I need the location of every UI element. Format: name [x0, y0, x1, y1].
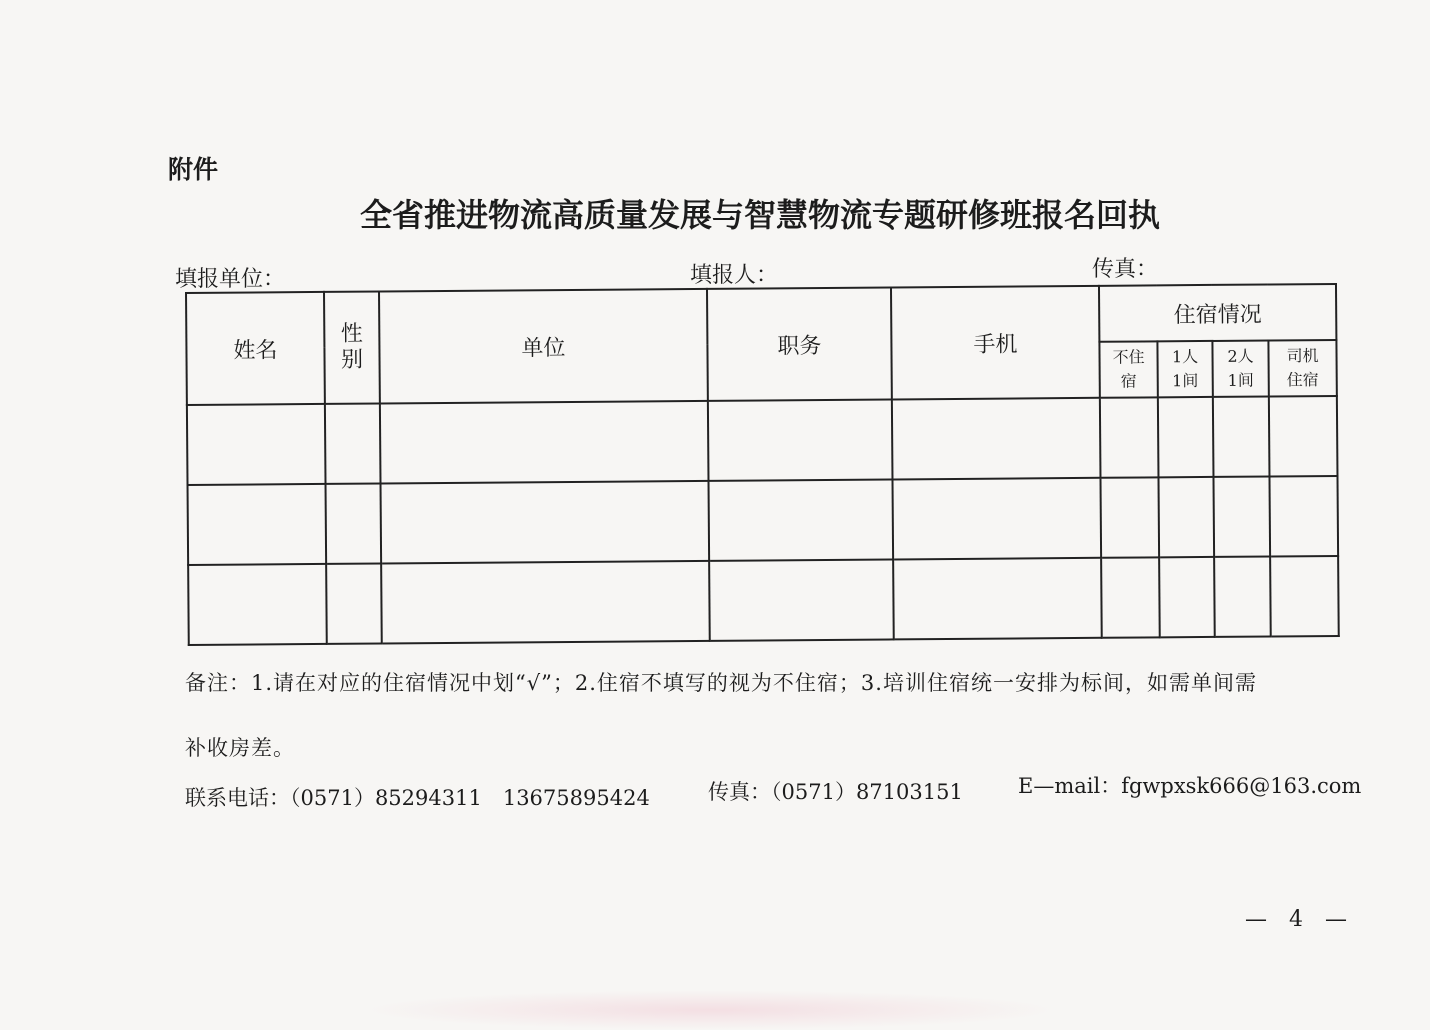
cell-gender[interactable]	[325, 403, 381, 483]
scan-stain	[360, 990, 1060, 1030]
header-mobile: 手机	[891, 286, 1100, 400]
option-driver-room-line2: 住宿	[1286, 370, 1319, 390]
cell-mobile[interactable]	[892, 478, 1101, 560]
cell-no-stay[interactable]	[1100, 477, 1159, 557]
cell-no-stay[interactable]	[1100, 397, 1159, 477]
option-no-stay	[1099, 341, 1157, 397]
cell-name[interactable]	[188, 484, 327, 565]
cell-name[interactable]	[187, 404, 326, 485]
note-line2: 补收房差。	[185, 736, 295, 760]
cell-position[interactable]	[709, 559, 894, 640]
header-gender-line2: 别	[340, 347, 364, 373]
option-single-room	[1157, 341, 1212, 397]
table-row	[187, 396, 1338, 485]
cell-unit[interactable]	[381, 481, 710, 564]
header-position: 职务	[707, 287, 892, 400]
cell-unit[interactable]	[381, 561, 710, 644]
fill-unit-label: 填报单位：	[175, 267, 286, 292]
header-gender	[324, 291, 380, 403]
table-row	[188, 476, 1339, 565]
note-line1: 备注：1.请在对应的住宿情况中划“√”；2.住宿不填写的视为不住宿；3.培训住宿统一安排为标间，如需单间需	[185, 671, 1257, 695]
cell-gender[interactable]	[326, 563, 382, 643]
fill-fax-label: 传真：	[1092, 257, 1159, 282]
cell-driver-room[interactable]	[1269, 396, 1338, 477]
cell-double-room[interactable]	[1213, 396, 1270, 476]
cell-gender[interactable]	[326, 483, 382, 563]
page-title: 全省推进物流高质量发展与智慧物流专题研修班报名回执	[360, 196, 1161, 234]
cell-position[interactable]	[708, 399, 893, 480]
fill-person-label: 填报人：	[690, 263, 779, 288]
cell-name[interactable]	[188, 564, 327, 645]
table-row	[188, 556, 1339, 645]
option-double-room-line2: 1间	[1227, 370, 1254, 390]
cell-single-room[interactable]	[1158, 477, 1214, 557]
option-driver-room-line1: 司机	[1286, 346, 1319, 366]
header-gender-line1: 性	[340, 321, 363, 347]
contact-fax: 传真：（0571）87103151	[708, 780, 963, 804]
cell-no-stay[interactable]	[1101, 557, 1160, 637]
cell-unit[interactable]	[380, 401, 709, 484]
cell-double-room[interactable]	[1213, 476, 1270, 556]
header-unit: 单位	[379, 289, 708, 404]
cell-mobile[interactable]	[893, 558, 1102, 640]
option-single-room-line2: 1间	[1172, 371, 1199, 391]
header-name: 姓名	[186, 292, 325, 405]
attachment-label: 附件	[168, 155, 219, 184]
option-no-stay-line1: 不住	[1112, 347, 1145, 367]
option-no-stay-line2: 宿	[1120, 371, 1137, 391]
registration-form	[185, 283, 1338, 652]
option-single-room-line1: 1人	[1171, 347, 1199, 367]
option-double-room-line1: 2人	[1227, 346, 1254, 366]
cell-mobile[interactable]	[892, 398, 1101, 480]
cell-driver-room[interactable]	[1270, 556, 1339, 637]
contact-phone: 联系电话：（0571）85294311 13675895424	[185, 786, 650, 810]
header-accommodation: 住宿情况	[1099, 284, 1336, 342]
cell-single-room[interactable]	[1159, 557, 1215, 637]
contact-email: E—mail：fgwpxsk666@163.com	[1018, 774, 1362, 798]
cell-position[interactable]	[708, 479, 893, 560]
cell-driver-room[interactable]	[1269, 476, 1338, 557]
option-double-room	[1212, 340, 1268, 396]
cell-single-room[interactable]	[1158, 397, 1214, 477]
page-number: — 4 —	[1245, 907, 1347, 932]
cell-double-room[interactable]	[1214, 556, 1271, 636]
registration-table	[185, 283, 1340, 646]
option-driver-room	[1268, 340, 1336, 397]
